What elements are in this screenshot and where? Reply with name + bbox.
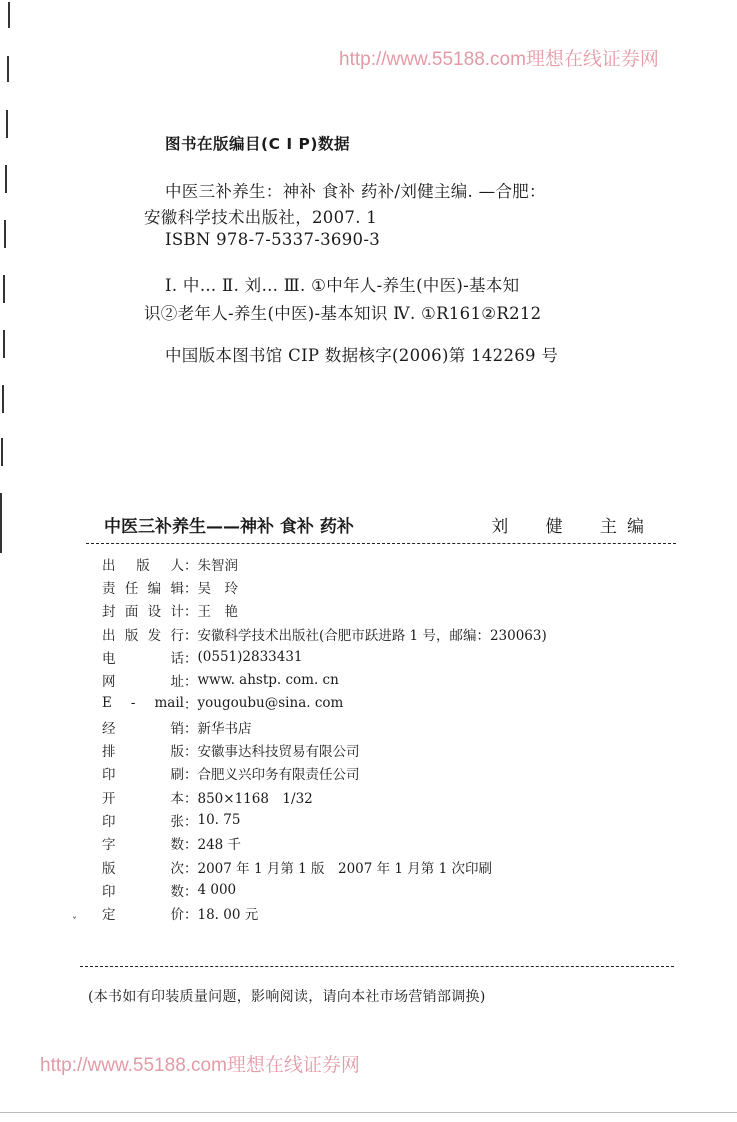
watermark-bottom: http://www.55188.com理想在线证券网 [40,1055,360,1076]
info-value: 合肥义兴印务有限责任公司 [197,767,360,784]
info-row-word-count: 字 数 ： 248 千 [102,832,662,855]
info-label: 印 数 [102,883,184,900]
info-label: E - mail [102,695,184,712]
info-row-phone: 电 话 ： (0551)2833431 [102,648,303,667]
book-header [104,512,654,542]
info-label: 字 数 [102,837,184,854]
info-row-publisher-person: 出 版 人 ： 朱智润 [102,552,662,575]
info-value: 新华书店 [197,720,252,737]
margin-tick [7,56,9,82]
margin-tick [6,110,8,138]
info-value: (0551)2833431 [197,648,303,665]
info-row-distributor: 经 销 ： 新华书店 [102,715,662,738]
info-label: 电 话 [102,650,184,667]
footer-rule [80,966,674,967]
quality-notice: (本书如有印装质量问题，影响阅读，请向本社市场营销部调换) [88,989,486,1005]
info-value: 安徽科学技术出版社(合肥市跃进路 1 号，邮编：230063) [197,627,547,644]
info-label: 印 张 [102,813,184,830]
margin-tick [4,220,6,248]
watermark-top: http://www.55188.com理想在线证券网 [339,49,659,70]
info-label: 出 版 发 行 [102,627,184,644]
info-label: 版 次 [102,860,184,877]
info-label: 定 价 [102,907,184,924]
info-value: 248 千 [197,837,242,854]
stray-ink-mark: ˇ [72,917,77,928]
info-row-cover-design: 封 面 设 计 ： 王 艳 [102,599,662,622]
info-label: 出 版 人 [102,557,184,574]
info-value: 王 艳 [197,604,238,621]
cip-line: 识②老年人-养生(中医)-基本知识 Ⅳ. ①R161②R212 [144,304,542,323]
info-row-sheets: 印 张 ： 10. 75 [102,811,241,830]
info-row-format: 开 本 ： 850×1168 1/32 [102,785,662,808]
info-row-distribution: 出 版 发 行 ： 安徽科学技术出版社(合肥市跃进路 1 号，邮编：230063) [102,622,662,645]
info-label: 开 本 [102,790,184,807]
info-row-typesetting: 排 版 ： 安徽事达科技贸易有限公司 [102,738,662,761]
info-value: 18. 00 元 [197,907,259,924]
publication-info [102,552,662,925]
cip-line: 中医三补养生：神补 食补 药补/刘健主编. —合肥： [165,182,546,201]
info-label: 经 销 [102,720,184,737]
margin-tick [8,2,10,28]
margin-tick [2,385,4,413]
binding-margin-marks [0,0,20,560]
info-value: www. ahstp. com. cn [197,672,339,689]
margin-tick [0,493,2,553]
book-title: 中医三补养生——神补 食补 药补 [104,517,354,537]
margin-tick [3,330,5,358]
cip-heading: 图书在版编目(C I P)数据 [165,135,350,153]
page-bottom-edge [0,1112,737,1113]
margin-tick [5,165,7,193]
cip-line: ISBN 978-7-5337-3690-3 [165,230,381,249]
margin-tick [3,275,5,303]
info-value: 4 000 [197,881,237,898]
info-row-printing: 印 刷 ： 合肥义兴印务有限责任公司 [102,762,662,785]
margin-tick [1,438,3,466]
info-label: 责 任 编 辑 [102,580,184,597]
info-row-email: E - mail ： yougoubu@sina. com [102,695,344,714]
cip-line: 安徽科学技术出版社，2007. 1 [144,208,378,227]
info-row-website: 网 址 ： www. ahstp. com. cn [102,672,339,691]
info-value: 安徽事达科技贸易有限公司 [197,744,360,761]
cip-line: 中国版本图书馆 CIP 数据核字(2006)第 142269 号 [165,346,559,365]
header-rule [86,543,676,544]
info-label: 封 面 设 计 [102,604,184,621]
info-value: 吴 玲 [197,580,238,597]
info-row-editor-in-charge: 责 任 编 辑 ： 吴 玲 [102,575,662,598]
info-value: 850×1168 1/32 [197,790,313,807]
info-value: yougoubu@sina. com [197,695,344,712]
info-label: 网 址 [102,674,184,691]
info-value: 10. 75 [197,811,241,828]
info-value: 2007 年 1 月第 1 版 2007 年 1 月第 1 次印刷 [197,860,492,877]
info-label: 排 版 [102,744,184,761]
info-label: 印 刷 [102,767,184,784]
book-editor: 刘 健 主编 [491,517,654,537]
info-value: 朱智润 [197,557,238,574]
info-row-price: 定 价 ： 18. 00 元 [102,901,662,924]
info-row-edition: 版 次 ： 2007 年 1 月第 1 版 2007 年 1 月第 1 次印刷 [102,855,662,878]
cip-line: Ⅰ. 中… Ⅱ. 刘… Ⅲ. ①中年人-养生(中医)-基本知 [165,276,520,295]
info-row-print-run: 印 数 ： 4 000 [102,881,237,900]
